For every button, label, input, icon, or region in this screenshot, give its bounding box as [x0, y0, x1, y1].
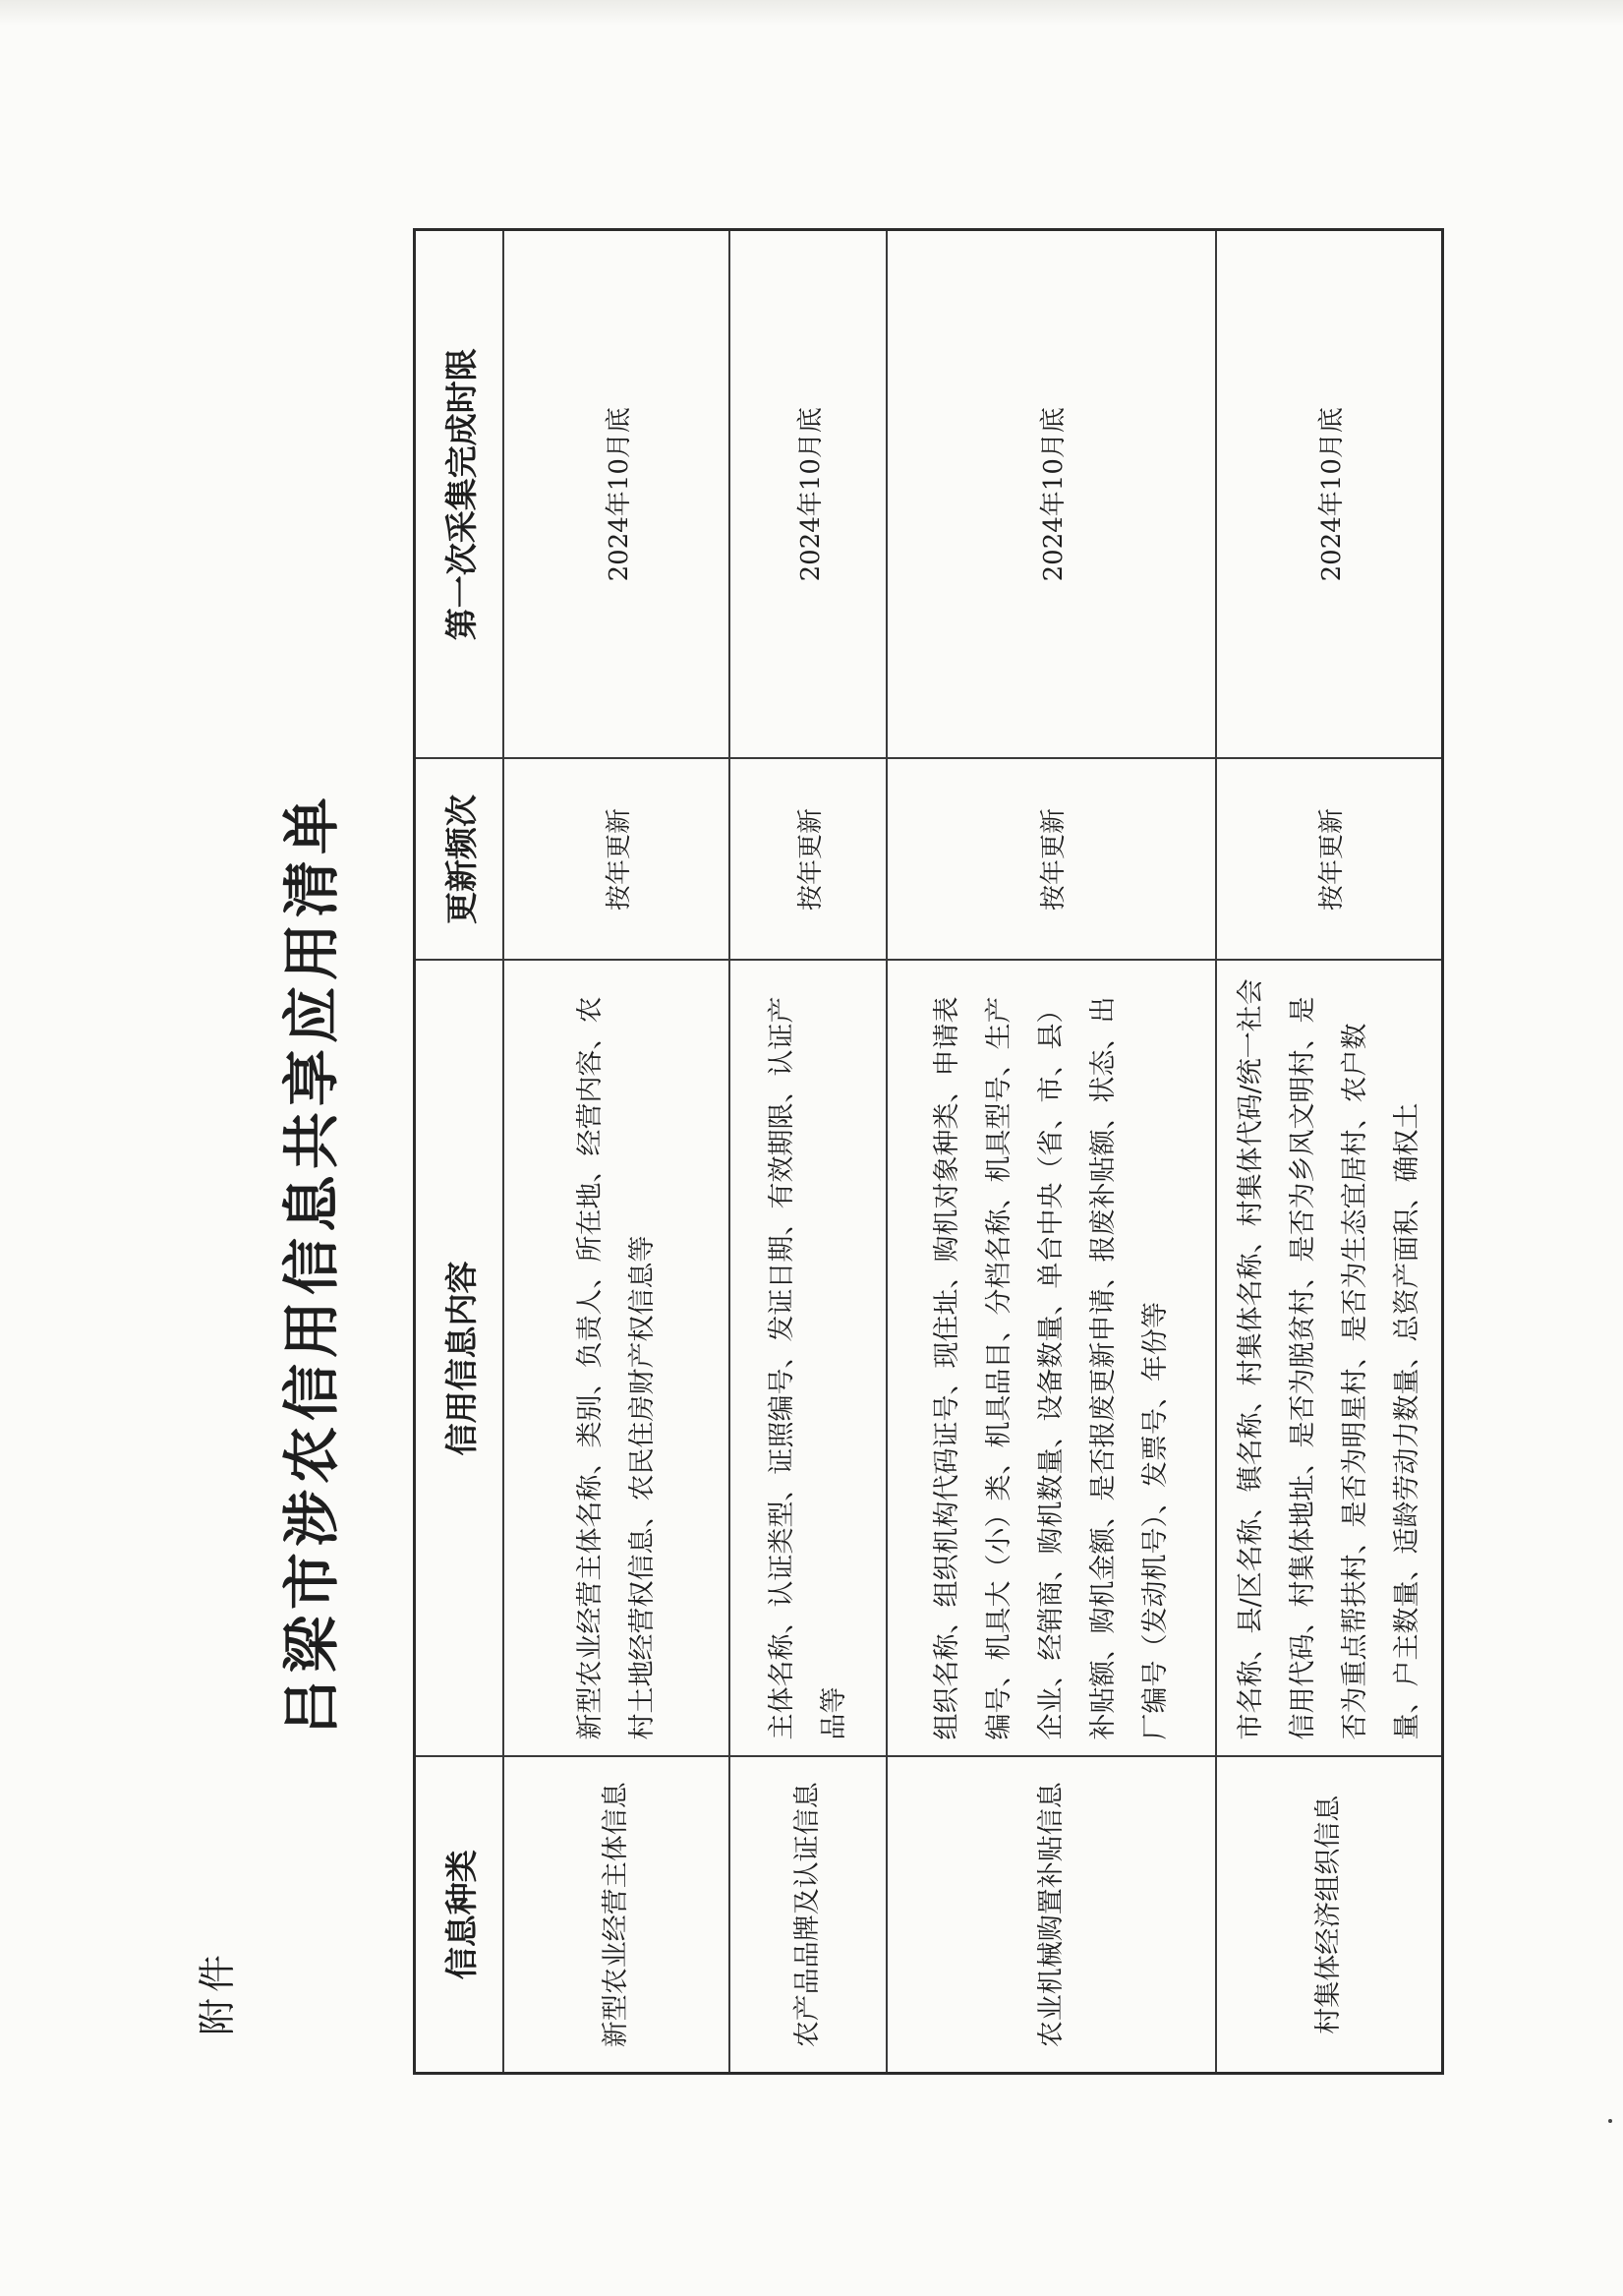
table-header-row — [415, 230, 504, 2074]
credit-info-table — [413, 228, 1444, 2075]
attachment-label: 附件 — [196, 1948, 239, 2035]
cell-content: 主体名称、认证类型、证照编号、发证日期、有效期限、认证产品等 — [729, 961, 887, 1757]
cell-kind: 村集体经济组织信息 — [1216, 1757, 1443, 2074]
header-content: 信用信息内容 — [415, 961, 504, 1757]
cell-frequency: 按年更新 — [887, 759, 1216, 961]
cell-frequency: 按年更新 — [1216, 759, 1443, 961]
scan-speck — [1608, 2119, 1612, 2123]
cell-kind: 农产品品牌及认证信息 — [729, 1757, 887, 2074]
table-row — [729, 230, 887, 2074]
cell-content: 新型农业经营主体名称、类别、负责人、所在地、经营内容、农村土地经营权信息、农民住房财产权信息等 — [503, 961, 729, 1757]
page-title: 吕梁市涉农信用信息共享应用清单 — [278, 792, 345, 1737]
cell-deadline: 2024年10月底 — [1216, 230, 1443, 759]
cell-frequency: 按年更新 — [503, 759, 729, 961]
header-kind: 信息种类 — [415, 1757, 504, 2074]
table-row — [1216, 230, 1443, 2074]
cell-deadline: 2024年10月底 — [887, 230, 1216, 759]
cell-deadline: 2024年10月底 — [729, 230, 887, 759]
cell-frequency: 按年更新 — [729, 759, 887, 961]
cell-kind: 农业机械购置补贴信息 — [887, 1757, 1216, 2074]
cell-content: 市名称、县/区名称、镇名称、村集体名称、村集体代码/统一社会信用代码、村集体地址、是否为脱贫村、是否为乡风文明村、是否为重点帮扶村、是否为明星村、是否为生态宜居村、农户数量、户主数量、适龄劳动力数量、总资产面积、确权土 — [1216, 961, 1443, 1757]
cell-deadline: 2024年10月底 — [503, 230, 729, 759]
cell-kind: 新型农业经营主体信息 — [503, 1757, 729, 2074]
cell-content: 组织名称、组织机构代码证号、现住址、购机对象种类、申请表编号、机具大（小）类、机具品目、分档名称、机具型号、生产企业、经销商、购机数量、设备数量、单台中央（省、市、县）补贴额、购机金额、是否报废更新申请、报废补贴额、状态、出厂编号（发动机号）、发票号、年份等 — [887, 961, 1216, 1757]
table-row — [887, 230, 1216, 2074]
table-row — [503, 230, 729, 2074]
header-frequency: 更新频次 — [415, 759, 504, 961]
header-deadline: 第一次采集完成时限 — [415, 230, 504, 759]
